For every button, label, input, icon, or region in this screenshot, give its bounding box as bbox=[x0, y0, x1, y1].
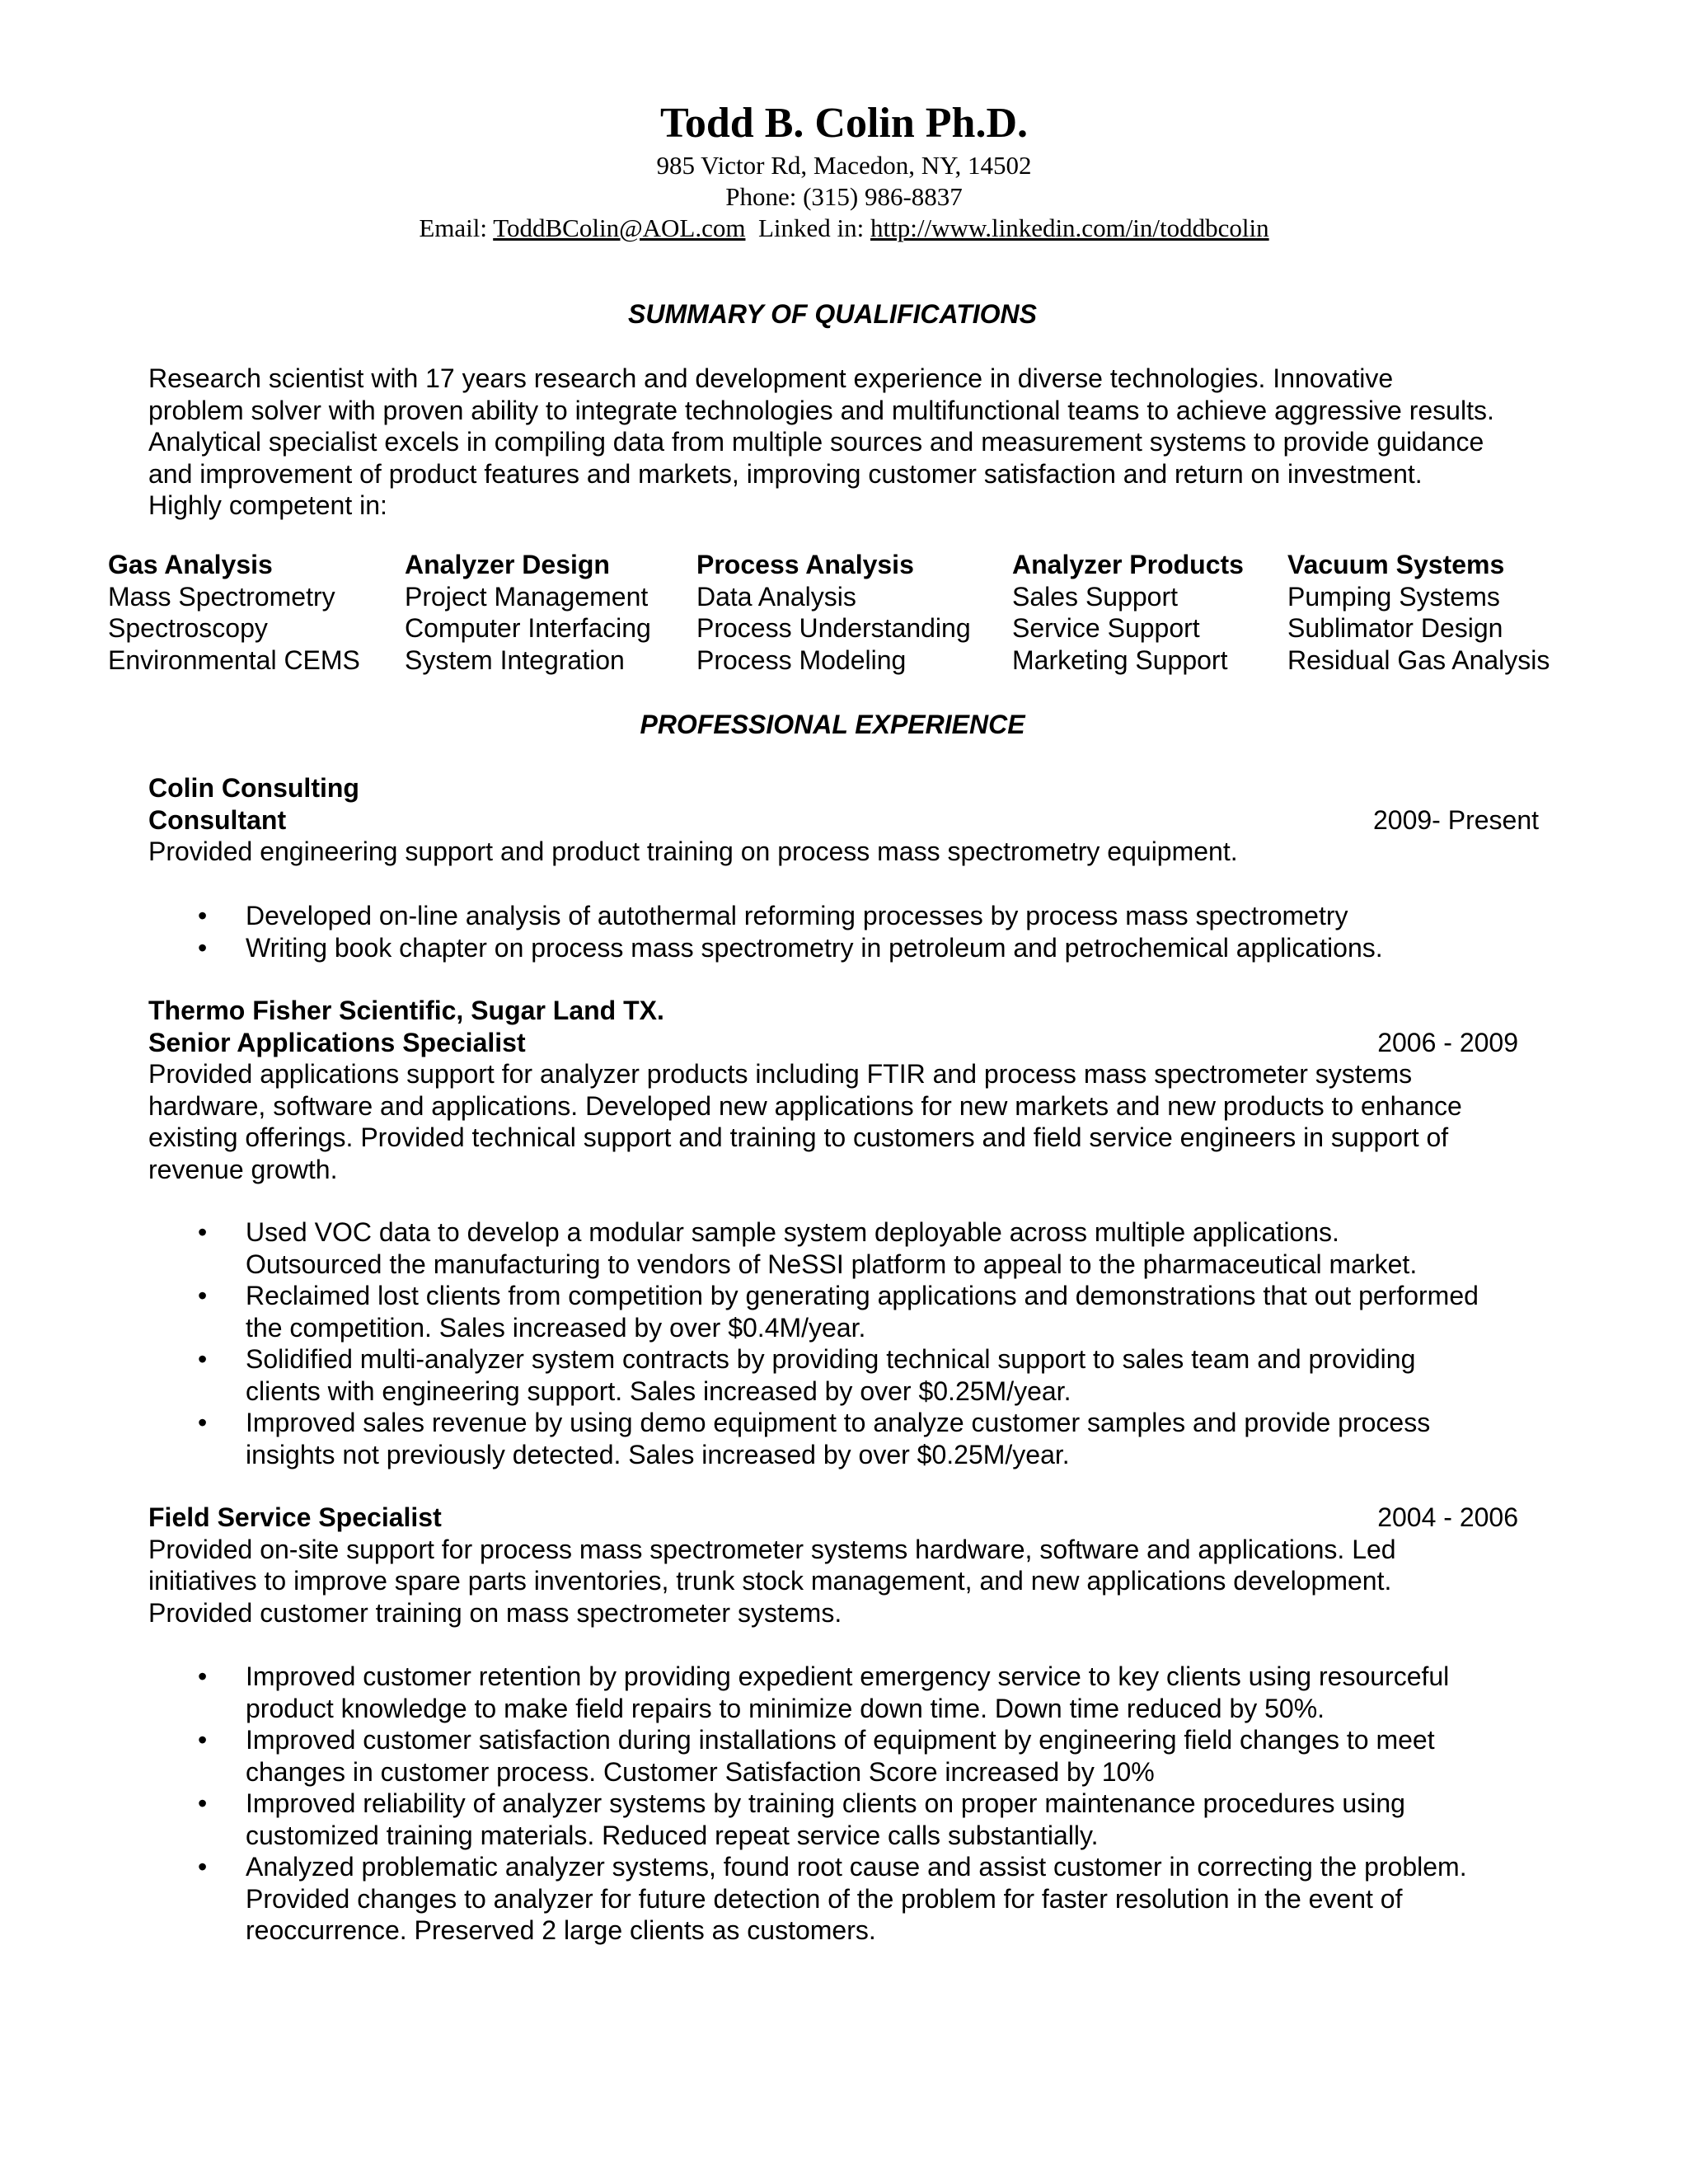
skill-column bbox=[1012, 549, 1244, 676]
achievement-item bbox=[148, 1407, 1533, 1470]
job-description: revenue growth. bbox=[148, 1154, 338, 1184]
entry-header bbox=[148, 995, 1533, 1185]
achievement-line: the competition. Sales increased by over $0.4M/year. bbox=[246, 1312, 866, 1343]
role-line bbox=[148, 1502, 1533, 1534]
skill-heading: Analyzer Products bbox=[1012, 550, 1244, 579]
skill-item: Sublimator Design bbox=[1287, 613, 1503, 643]
linkedin-link[interactable]: http://www.linkedin.com/in/toddbcolin bbox=[870, 213, 1269, 242]
achievement-item bbox=[148, 1343, 1533, 1407]
skill-column bbox=[696, 549, 971, 676]
achievement-line: changes in customer process. Customer Satisfaction Score increased by 10% bbox=[246, 1756, 1155, 1787]
achievement-list bbox=[148, 1216, 1533, 1470]
achievement-line: • Developed on-line analysis of autothermal reforming processes by process mass spectrometry bbox=[246, 901, 1348, 930]
achievement-line: reoccurrence. Preserved 2 large clients as customers. bbox=[246, 1915, 876, 1945]
achievement-list bbox=[148, 1661, 1533, 1947]
skill-item: Marketing Support bbox=[1012, 644, 1228, 675]
skill-heading: Process Analysis bbox=[696, 550, 914, 579]
achievement-item bbox=[148, 932, 1533, 964]
company-name: Colin Consulting bbox=[148, 773, 359, 803]
summary-line: Research scientist with 17 years research and development experience in diverse technologies. Innovative bbox=[148, 363, 1394, 393]
achievement-line: • Improved reliability of analyzer systems by training clients on proper maintenance procedures using bbox=[246, 1788, 1405, 1818]
job-description: Provided applications support for analyzer products including FTIR and process mass spectrometer systems bbox=[148, 1059, 1413, 1089]
address: 985 Victor Rd, Macedon, NY, 14502 bbox=[656, 151, 1032, 180]
achievement-line: • Improved customer retention by providing expedient emergency service to key clients using resourceful bbox=[246, 1661, 1450, 1691]
email-label: Email: bbox=[419, 213, 494, 242]
job-description: initiatives to improve spare parts inventories, trunk stock management, and new applications development. bbox=[148, 1566, 1392, 1596]
skill-item: Data Analysis bbox=[696, 581, 856, 612]
achievement-item bbox=[148, 1788, 1533, 1851]
job-dates: 2004 - 2006 bbox=[1377, 1502, 1518, 1532]
achievement-line: product knowledge to make field repairs to minimize down time. Down time reduced by 50%. bbox=[246, 1693, 1325, 1723]
job-description: Provided on-site support for process mass spectrometer systems hardware, software and applications. Led bbox=[148, 1534, 1396, 1564]
role-line bbox=[148, 1027, 1533, 1059]
job-title: Field Service Specialist bbox=[148, 1502, 442, 1532]
job-title: Senior Applications Specialist bbox=[148, 1027, 526, 1057]
skill-item: Residual Gas Analysis bbox=[1287, 644, 1550, 675]
job-dates: 2009- Present bbox=[1372, 804, 1539, 835]
skill-item: Service Support bbox=[1012, 613, 1200, 643]
job-description: existing offerings. Provided technical support and training to customers and field service engineers in support of bbox=[148, 1122, 1449, 1152]
achievement-line: • Analyzed problematic analyzer systems, found root cause and assist customer in correcting the problem. bbox=[246, 1852, 1467, 1882]
job-description: Provided customer training on mass spectrometer systems. bbox=[148, 1597, 842, 1628]
skill-column bbox=[108, 549, 360, 676]
achievement-line: customized training materials. Reduced repeat service calls substantially. bbox=[246, 1820, 1099, 1850]
job-dates: 2006 - 2009 bbox=[1377, 1027, 1518, 1057]
achievement-line: Provided changes to analyzer for future detection of the problem for faster resolution in the event of bbox=[246, 1883, 1403, 1914]
skill-column bbox=[405, 549, 651, 676]
entry-header bbox=[148, 1502, 1533, 1629]
achievement-item bbox=[148, 900, 1533, 932]
resume-header bbox=[0, 97, 1688, 244]
achievement-line: • Improved customer satisfaction during installations of equipment by engineering field changes to meet bbox=[246, 1725, 1435, 1755]
achievement-list bbox=[148, 900, 1533, 963]
achievement-line: Outsourced the manufacturing to vendors of NeSSI platform to appeal to the pharmaceutical market. bbox=[246, 1249, 1418, 1279]
skill-item: Environmental CEMS bbox=[108, 644, 360, 675]
skill-heading: Vacuum Systems bbox=[1287, 550, 1505, 579]
summary-title: SUMMARY OF QUALIFICATIONS bbox=[628, 299, 1037, 329]
summary-line: problem solver with proven ability to integrate technologies and multifunctional teams to achieve aggressive results. bbox=[148, 395, 1494, 425]
summary-line: Highly competent in: bbox=[148, 490, 387, 520]
skill-heading: Analyzer Design bbox=[405, 550, 610, 579]
skill-item: System Integration bbox=[405, 644, 625, 675]
achievement-line: insights not previously detected. Sales increased by over $0.25M/year. bbox=[246, 1439, 1070, 1469]
achievement-line: clients with engineering support. Sales increased by over $0.25M/year. bbox=[246, 1376, 1071, 1406]
linkedin-label: Linked in: bbox=[757, 213, 870, 242]
achievement-item bbox=[148, 1216, 1533, 1280]
skill-heading: Gas Analysis bbox=[108, 550, 273, 579]
achievement-line: • Reclaimed lost clients from competition by generating applications and demonstrations that out performed bbox=[246, 1281, 1479, 1310]
role-line bbox=[148, 804, 1539, 837]
skill-item: Spectroscopy bbox=[108, 613, 268, 643]
job-description: Provided engineering support and product training on process mass spectrometry equipment. bbox=[148, 837, 1238, 866]
summary-paragraph bbox=[148, 363, 1550, 522]
achievement-line: • Solidified multi-analyzer system contracts by providing technical support to sales team and providing bbox=[246, 1344, 1416, 1374]
skills-grid bbox=[0, 549, 1688, 681]
skill-item: Project Management bbox=[405, 581, 649, 612]
summary-line: and improvement of product features and markets, improving customer satisfaction and return on investment. bbox=[148, 458, 1423, 489]
achievement-item bbox=[148, 1280, 1533, 1343]
company-name: Thermo Fisher Scientific, Sugar Land TX. bbox=[148, 996, 664, 1025]
achievement-line: • Used VOC data to develop a modular sample system deployable across multiple applications. bbox=[246, 1217, 1339, 1247]
achievement-item bbox=[148, 1661, 1533, 1724]
job-title: Consultant bbox=[148, 804, 287, 835]
job-description: hardware, software and applications. Developed new applications for new markets and new products to enhance bbox=[148, 1090, 1462, 1121]
achievement-line: • Writing book chapter on process mass spectrometry in petroleum and petrochemical applications. bbox=[246, 932, 1383, 963]
summary-line: Analytical specialist excels in compiling data from multiple sources and measurement systems to provide guidance bbox=[148, 427, 1484, 457]
experience-title: PROFESSIONAL EXPERIENCE bbox=[640, 710, 1025, 739]
achievement-line: • Improved sales revenue by using demo equipment to analyze customer samples and provide process bbox=[246, 1408, 1431, 1437]
skill-item: Sales Support bbox=[1012, 581, 1179, 612]
candidate-name: Todd B. Colin Ph.D. bbox=[659, 100, 1029, 147]
skill-column bbox=[1287, 549, 1550, 676]
skill-item: Computer Interfacing bbox=[405, 613, 651, 643]
skill-item: Process Modeling bbox=[696, 644, 907, 675]
email-link[interactable]: ToddBColin@AOL.com bbox=[493, 213, 746, 242]
achievement-item bbox=[148, 1724, 1533, 1788]
phone: Phone: (315) 986-8837 bbox=[725, 182, 963, 211]
skill-item: Process Understanding bbox=[696, 613, 971, 643]
skill-item: Mass Spectrometry bbox=[108, 581, 335, 612]
entry-header bbox=[148, 772, 1539, 868]
achievement-item bbox=[148, 1851, 1533, 1947]
skill-item: Pumping Systems bbox=[1287, 581, 1500, 612]
contact-line bbox=[0, 213, 1688, 244]
